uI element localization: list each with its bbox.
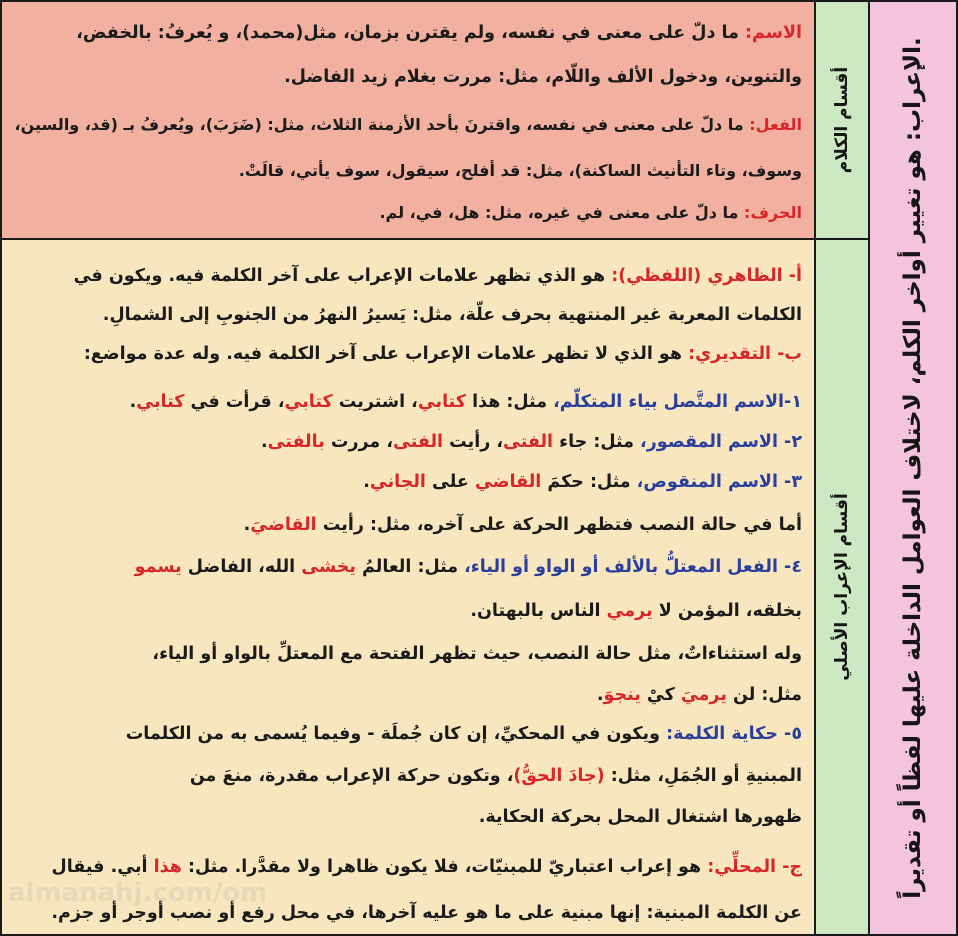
text-run: ما دلّ على معنى في غيره، مثل: هل، في، لم. (379, 203, 739, 222)
text-run: ويكون في المحكيِّ، إن كان جُملَة - وفيما يُسمى به من الكلمات (125, 724, 660, 744)
text-run: أما في حالة النصب فتظهر الحركة على آخره، مثل: رأيت (316, 515, 802, 535)
red-text-run: (جادَ الحقُّ) (513, 766, 605, 786)
text-line (239, 160, 802, 182)
section-label-kalam: أقسام الكلام (832, 66, 852, 174)
text-run: الناس بالبهتان. (470, 601, 607, 621)
red-text-run: الاسم: (738, 23, 802, 43)
text-line (103, 304, 802, 326)
red-text-run: الفتى (503, 432, 554, 452)
red-text-run: أ- الظاهري (اللفظي): (605, 266, 802, 286)
blue-text-run: ١-الاسم المتَّصل بياء المتكلّم، (547, 392, 802, 412)
text-run: . (363, 472, 370, 492)
section-label-cell-kalam (814, 2, 868, 240)
text-line (135, 556, 802, 578)
text-run: بخلقه، المؤمن لا (652, 601, 802, 621)
text-line (261, 431, 802, 453)
red-text-run: يرميَ (680, 685, 727, 705)
text-run: مثل: حكمَ (541, 472, 631, 492)
text-run: مثل: هذا (466, 392, 548, 412)
red-text-run: الفعل: (743, 115, 802, 134)
text-run: ، اشتريت (332, 392, 418, 412)
definition-column (868, 2, 956, 934)
text-line (244, 514, 802, 536)
text-run: . (596, 685, 604, 705)
definition-title: الإعراب: هو تغيير أواخر الكلم، لاختلاف العوامل الداخلة عليها لفظاً أو تقديراً. (900, 37, 926, 899)
red-text-run: ج- المحلِّي: (701, 857, 802, 877)
text-line (597, 684, 802, 706)
text-run: والتنوين، ودخول الألف واللّام، مثل: مررت بغلام زيد الفاضل. (284, 67, 802, 87)
blue-text-run: ٥- حكاية الكلمة: (659, 724, 802, 744)
text-run: ما دلّ على معنى في نفسه، ولم يقترن بزمان، مثل(محمد)، و يُعرفُ: بالخفض، (76, 23, 739, 43)
red-text-run: هذا (153, 857, 182, 877)
watermark: almanahj.com/om (8, 878, 268, 908)
text-run: ظهورها اشتغال المحل بحركة الحكاية. (478, 807, 802, 827)
red-text-run: ب- التقديري: (682, 344, 802, 364)
text-line (470, 600, 802, 622)
text-line (130, 391, 802, 413)
text-run: أبي. فيقال (51, 857, 154, 877)
text-run: المبنيةِ أو الجُمَلِ، مثل: (604, 766, 802, 786)
text-run: ، مررت (324, 432, 393, 452)
i3rab-content-box (2, 240, 814, 934)
text-run: . (243, 515, 251, 535)
red-text-run: كتابي (417, 392, 466, 412)
text-run: ، قرأت في (184, 392, 285, 412)
text-run: ، رأيت (443, 432, 504, 452)
text-line (152, 643, 802, 665)
text-run: مثل: لن (726, 685, 802, 705)
text-run: هو إعراب اعتباريّ للمبنيّات، فلا يكون ظاهرا ولا مقدَّرا. مثل: (181, 857, 702, 877)
text-run: هو الذي لا تظهر علامات الإعراب على آخر الكلمة فيه. وله عدة مواضع: (83, 344, 683, 364)
red-text-run: ينجوَ (603, 685, 641, 705)
blue-text-run: ٤- الفعل المعتلُّ بالألف أو الواو أو الياء، (458, 557, 802, 577)
text-run: عن الكلمة المبنية: إنها مبنية على ما هو عليه آخرها، في محل رفع أو نصب أوجر أو جزم. (51, 903, 802, 923)
text-run: على (425, 472, 475, 492)
section-label-cell-i3rab (814, 240, 868, 934)
text-run: الكلمات المعربة غير المنتهية بحرف علّة، مثل: يَسيرُ النهرُ من الجنوبِ إلى الشمالِ. (102, 305, 802, 325)
text-run: مثل: العالمُ (355, 557, 459, 577)
blue-text-run: ٣- الاسم المنقوص، (630, 472, 802, 492)
text-run: ما دلّ على معنى في نفسه، واقترنَ بأحد الأزمنة الثلاث، مثل: (ضَرَبَ)، ويُعرفُ بـ (قد، والسين، (14, 115, 744, 134)
red-text-run: يخشى (301, 557, 356, 577)
text-run: . (260, 432, 268, 452)
red-text-run: القاضيَ (250, 515, 317, 535)
red-text-run: بالفتى (267, 432, 325, 452)
blue-text-run: ٢- الاسم المقصور، (633, 432, 802, 452)
red-text-run: يسمو (134, 557, 182, 577)
red-text-run: الحرف: (738, 203, 802, 222)
red-text-run: يرمي (606, 601, 653, 621)
red-text-run: كتابي (284, 392, 333, 412)
text-line (15, 114, 802, 136)
text-run: مثل: جاء (553, 432, 634, 452)
kalam-content-box (2, 2, 814, 240)
text-line (52, 856, 802, 878)
text-line (190, 765, 802, 787)
text-run: وله استثناءاتٌ، مثل حالة النصب، حيث تظهر الفتحة مع المعتلِّ بالواو أو الياء، (152, 644, 802, 664)
text-line (74, 265, 802, 287)
text-line (76, 22, 802, 44)
red-text-run: الفتى (393, 432, 444, 452)
text-line (284, 66, 802, 88)
text-line (84, 343, 802, 365)
text-run: الله، الفاضل (181, 557, 302, 577)
text-line (479, 806, 802, 828)
text-line (379, 202, 802, 224)
text-run: هو الذي تظهر علامات الإعراب على آخر الكلمة فيه. ويكون في (73, 266, 606, 286)
text-run: كيْ (640, 685, 681, 705)
red-text-run: الجاني (369, 472, 426, 492)
text-line (126, 723, 802, 745)
text-run: . (129, 392, 137, 412)
text-run: ، وتكون حركة الإعراب مقدرة، منعَ من (189, 766, 514, 786)
text-run: وسوف، وتاء التأنيث الساكنة)، مثل: قد أفلح، سيقول، سوف يأتي، قالَتْ. (238, 161, 802, 180)
section-label-i3rab: أقسام الإعراب الأصلي (832, 493, 852, 681)
red-text-run: كتابي (136, 392, 185, 412)
red-text-run: القاضي (474, 472, 542, 492)
text-line (363, 471, 802, 493)
